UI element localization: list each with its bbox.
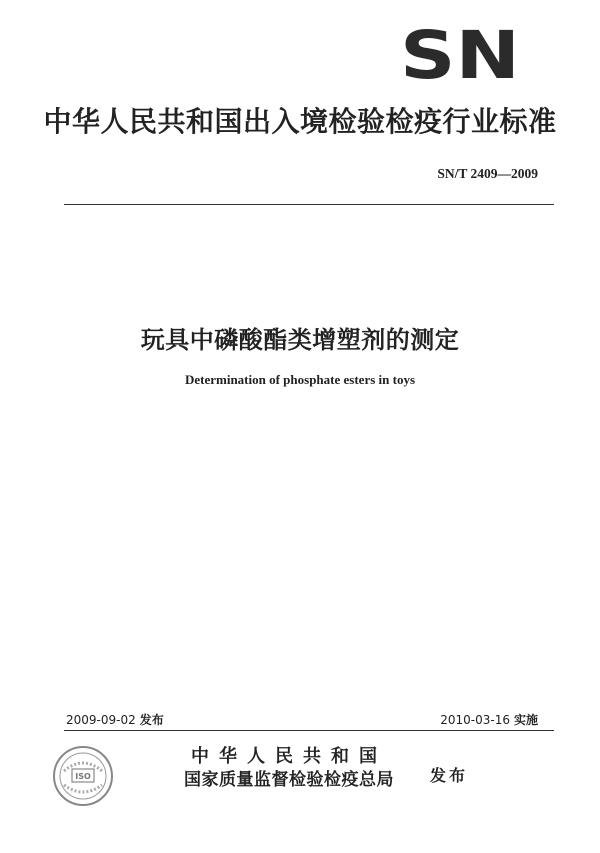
implementation-date-line [440, 711, 538, 728]
implementation-date: 2010-03-16 [440, 713, 510, 727]
bottom-divider [64, 730, 554, 731]
sn-logo [398, 26, 522, 82]
issue-date: 2009-09-02 [66, 713, 136, 727]
publishing-organization [158, 746, 420, 792]
sn-logo-text: SN [400, 26, 520, 82]
document-title-cn: 玩具中磷酸酯类增塑剂的测定 [140, 326, 460, 354]
standard-code: SN/T 2409—2009 [437, 166, 538, 181]
org-name-line1: 中华人民共和国 [191, 746, 387, 767]
implementation-label: 实施 [513, 713, 538, 727]
publisher-seal [52, 745, 114, 807]
publish-label: 发布 [430, 766, 469, 785]
org-name-line2: 国家质量监督检验检疫总局 [184, 770, 394, 790]
top-divider [64, 204, 554, 205]
industry-standard-title: 中华人民共和国出入境检验检疫行业标准 [43, 105, 557, 138]
seal-text: ISO [75, 772, 91, 781]
document-title-en: Determination of phosphate esters in toys [184, 372, 415, 387]
issue-label: 发布 [139, 713, 164, 727]
issue-date-line [66, 711, 164, 728]
